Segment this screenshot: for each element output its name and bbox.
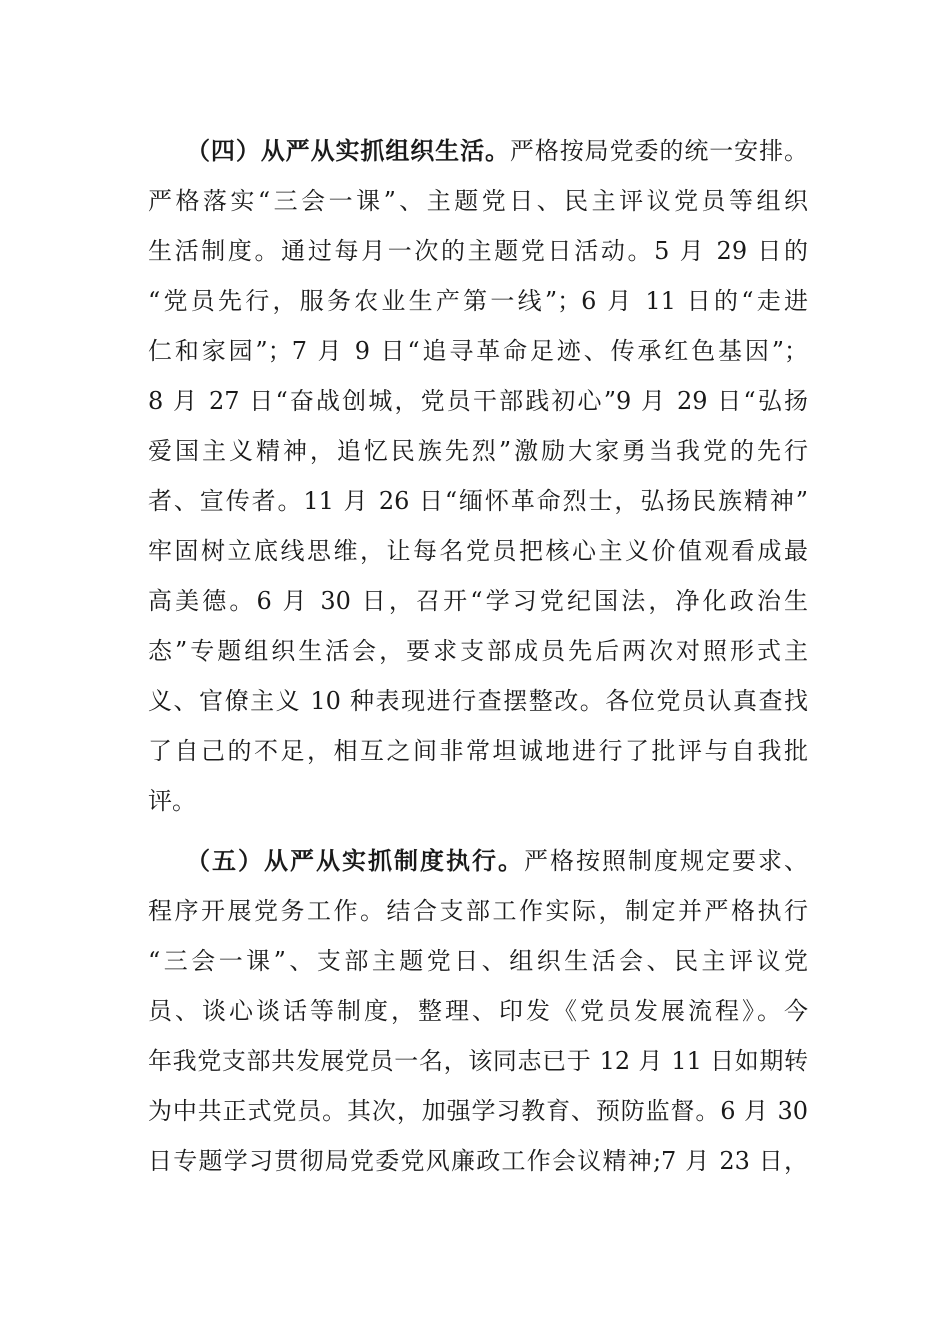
section5-line-4: 年我党支部共发展党员一名，该同志已于 12 月 11 日如期转 xyxy=(148,1047,808,1075)
section5-line-6: 日专题学习贯彻局党委党风廉政工作会议精神;7 月 23 日， xyxy=(148,1147,808,1175)
section4-line-0: 严格按局党委的统一安排。 xyxy=(509,137,809,165)
section4-line-10: 态”专题组织生活会，要求支部成员先后两次对照形式主 xyxy=(148,637,808,665)
section5-heading: （五）从严从实抓制度执行。 xyxy=(186,846,524,875)
section4-line-4: 仁和家园”；7 月 9 日“追寻革命足迹、传承红色基因”； xyxy=(148,337,808,365)
section5-line-2: “三会一课”、支部主题党日、组织生活会、民主评议党 xyxy=(148,947,808,975)
section4-line-11: 义、官僚主义 10 种表现进行查摆整改。各位党员认真查找 xyxy=(148,687,808,715)
section4-line-9: 高美德。6 月 30 日，召开“学习党纪国法，净化政治生 xyxy=(148,587,808,615)
section4-heading: （四）从严从实抓组织生活。 xyxy=(186,136,510,165)
section4-line-13: 评。 xyxy=(148,787,196,815)
section4-line-6: 爱国主义精神，追忆民族先烈”激励大家勇当我党的先行 xyxy=(148,437,808,465)
section4-line-3: “党员先行，服务农业生产第一线”；6 月 11 日的“走进 xyxy=(148,287,808,315)
section5-first-line xyxy=(186,841,808,881)
section5-line-3: 员、谈心谈话等制度，整理、印发《党员发展流程》。今 xyxy=(148,997,808,1025)
section4-line-12: 了自己的不足，相互之间非常坦诚地进行了批评与自我批 xyxy=(148,737,808,765)
section5-line-0: 严格按照制度规定要求、 xyxy=(524,847,808,875)
section5-line-1: 程序开展党务工作。结合支部工作实际，制定并严格执行 xyxy=(148,897,808,925)
section5-line-5: 为中共正式党员。其次，加强学习教育、预防监督。6 月 30 xyxy=(148,1097,808,1125)
section4-line-2: 生活制度。通过每月一次的主题党日活动。5 月 29 日的 xyxy=(148,237,808,265)
section4-line-8: 牢固树立底线思维，让每名党员把核心主义价值观看成最 xyxy=(148,537,808,565)
section4-line-7: 者、宣传者。11 月 26 日“缅怀革命烈士，弘扬民族精神” xyxy=(148,487,808,515)
section4-line-1: 严格落实“三会一课”、主题党日、民主评议党员等组织 xyxy=(148,187,808,215)
section4-line-5: 8 月 27 日“奋战创城，党员干部践初心”9 月 29 日“弘扬 xyxy=(148,387,808,415)
section4-first-line xyxy=(186,131,808,171)
